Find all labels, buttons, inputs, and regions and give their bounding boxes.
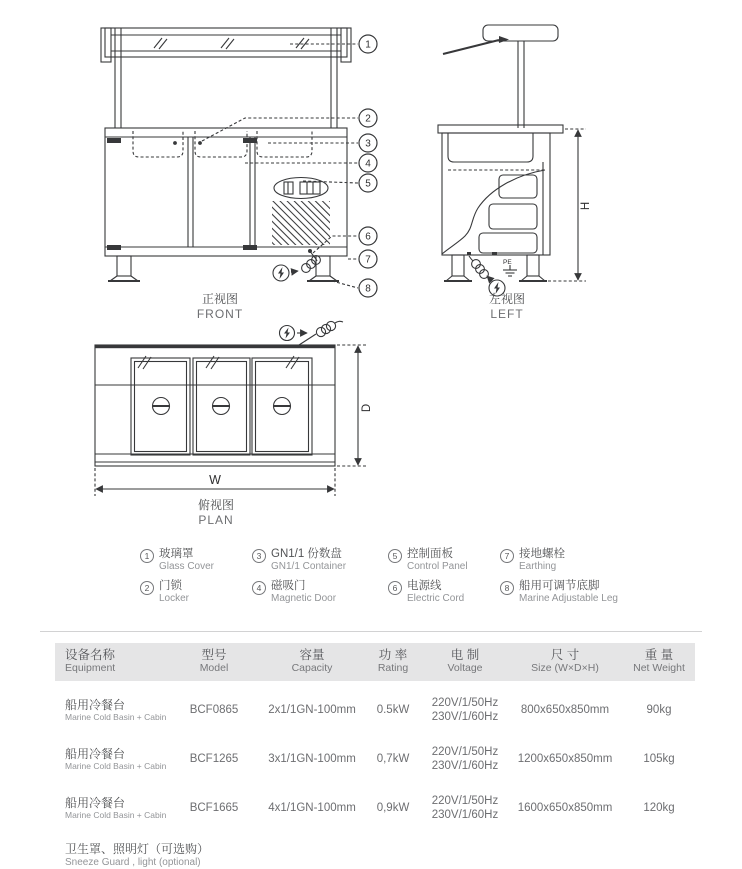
callout-6: 6 — [365, 231, 371, 243]
equipment-name: 船用冷餐台 Marine Cold Basin + Cabin — [65, 796, 167, 820]
callout-number: 7 — [500, 549, 514, 563]
section-divider — [40, 631, 702, 632]
left-view-title: 左视图 LEFT — [488, 292, 525, 321]
model-value: BCF1265 — [189, 753, 239, 765]
front-view-title: 正视图 FRONT — [196, 292, 244, 321]
basin — [448, 133, 533, 162]
dim-w — [95, 468, 335, 496]
table-header — [55, 643, 695, 681]
callout-8: 8 — [365, 283, 371, 295]
size-value: 1200x650x850mm — [517, 753, 613, 765]
power-cord-coil-icon — [316, 321, 343, 336]
model-value: BCF1665 — [189, 802, 239, 814]
voltage-value: 220V/1/50Hz 230V/1/60Hz — [431, 746, 499, 772]
power-cord-coil-icon — [472, 260, 489, 279]
pe-label: PE — [503, 259, 512, 266]
callout-7: 7 — [365, 254, 371, 266]
callout-number: 4 — [252, 581, 266, 595]
model-value: BCF0865 — [189, 704, 239, 716]
callout-number: 8 — [500, 581, 514, 595]
table-row — [55, 739, 695, 779]
dim-h-label: H — [580, 201, 592, 211]
weight-value: 90kg — [646, 704, 672, 716]
voltage-value: 220V/1/50Hz 230V/1/60Hz — [431, 795, 499, 821]
power-cord-coil-icon — [302, 256, 321, 273]
equipment-name: 船用冷餐台 Marine Cold Basin + Cabin — [65, 747, 167, 771]
legend-item-glass-cover: 1 玻璃罩 Glass Cover — [140, 548, 252, 577]
power-cord-side — [469, 256, 505, 296]
lightning-icon — [273, 265, 289, 281]
pan-knobs — [153, 398, 291, 415]
legend-item-gn-container: 3 GN1/1 份数盘 GN1/1 Container — [252, 548, 388, 577]
callout-1: 1 — [365, 39, 371, 51]
legend-item-control-panel: 5 控制面板 Control Panel — [388, 548, 500, 577]
col-equipment: 设备名称 Equipment — [65, 648, 116, 674]
glass-cover — [101, 28, 351, 128]
callout-5: 5 — [365, 178, 371, 190]
legend-item-magnetic-door: 4 磁吸门 Magnetic Door — [252, 580, 388, 609]
col-capacity: 容量 Capacity — [291, 648, 333, 674]
glass-reflection-marks — [154, 38, 309, 49]
dim-d — [337, 345, 373, 466]
control-panel — [274, 178, 328, 199]
size-value: 800x650x850mm — [520, 704, 610, 716]
gn-pans — [133, 131, 312, 157]
legend-item-electric-cord: 6 电源线 Electric Cord — [388, 580, 500, 609]
dim-d-label: D — [361, 403, 373, 413]
adjustable-legs — [108, 256, 339, 281]
legend-item-adjustable-leg: 8 船用可调节底脚 Marine Adjustable Leg — [500, 580, 628, 609]
glass-cover-side — [443, 25, 558, 128]
locker-dot — [198, 141, 202, 145]
callout-leaders — [202, 44, 358, 288]
front-view-drawing — [60, 10, 400, 310]
power-cord-plan — [280, 321, 344, 345]
vent-grille — [272, 201, 330, 245]
adjustable-legs-side — [444, 255, 547, 281]
lamp-arm — [443, 40, 499, 54]
locker-dot — [173, 141, 177, 145]
dim-h — [548, 129, 592, 281]
legend-item-locker: 2 门锁 Locker — [140, 580, 252, 609]
callout-4: 4 — [365, 158, 371, 170]
col-rating: 功 率 Rating — [377, 648, 409, 674]
col-size: 尺 寸 Size (W×D×H) — [531, 648, 599, 674]
voltage-value: 220V/1/50Hz 230V/1/60Hz — [431, 697, 499, 723]
callout-legend — [140, 548, 628, 609]
gn-pans-plan — [131, 356, 312, 455]
cutaway-curve — [442, 170, 545, 254]
weight-value: 105kg — [643, 753, 675, 765]
callout-3: 3 — [365, 138, 371, 150]
left-view-drawing — [415, 10, 625, 310]
optional-note: 卫生罩、照明灯（可选购） Sneeze Guard , light (optional) — [65, 842, 210, 868]
earthing-symbol — [503, 259, 517, 276]
rating-value: 0,9kW — [376, 802, 410, 814]
col-voltage: 电 制 Voltage — [447, 648, 483, 674]
rating-value: 0.5kW — [376, 704, 410, 716]
capacity-value: 2x1/1GN-100mm — [268, 704, 356, 716]
spec-table — [55, 643, 695, 869]
power-cord — [273, 249, 320, 281]
col-model: 型号 Model — [199, 648, 229, 674]
weight-value: 120kg — [643, 802, 675, 814]
callout-number: 1 — [140, 549, 154, 563]
capacity-value: 3x1/1GN-100mm — [268, 753, 356, 765]
rating-value: 0,7kW — [376, 753, 410, 765]
table-row — [55, 788, 695, 828]
callout-number: 3 — [252, 549, 266, 563]
lightning-icon — [280, 326, 295, 341]
stacked-pans — [479, 175, 537, 253]
callout-2: 2 — [365, 113, 371, 125]
plan-view-title: 俯视图 PLAN — [197, 498, 234, 527]
cabinet-side — [438, 125, 563, 256]
table-row — [55, 690, 695, 730]
callout-number: 5 — [388, 549, 402, 563]
callout-number: 6 — [388, 581, 402, 595]
callout-number: 2 — [140, 581, 154, 595]
size-value: 1600x650x850mm — [517, 802, 613, 814]
dim-w-label: W — [209, 473, 221, 487]
col-net-weight: 重 量 Net Weight — [633, 648, 685, 674]
legend-item-earthing: 7 接地螺栓 Earthing — [500, 548, 628, 577]
capacity-value: 4x1/1GN-100mm — [268, 802, 356, 814]
equipment-name: 船用冷餐台 Marine Cold Basin + Cabin — [65, 698, 167, 722]
